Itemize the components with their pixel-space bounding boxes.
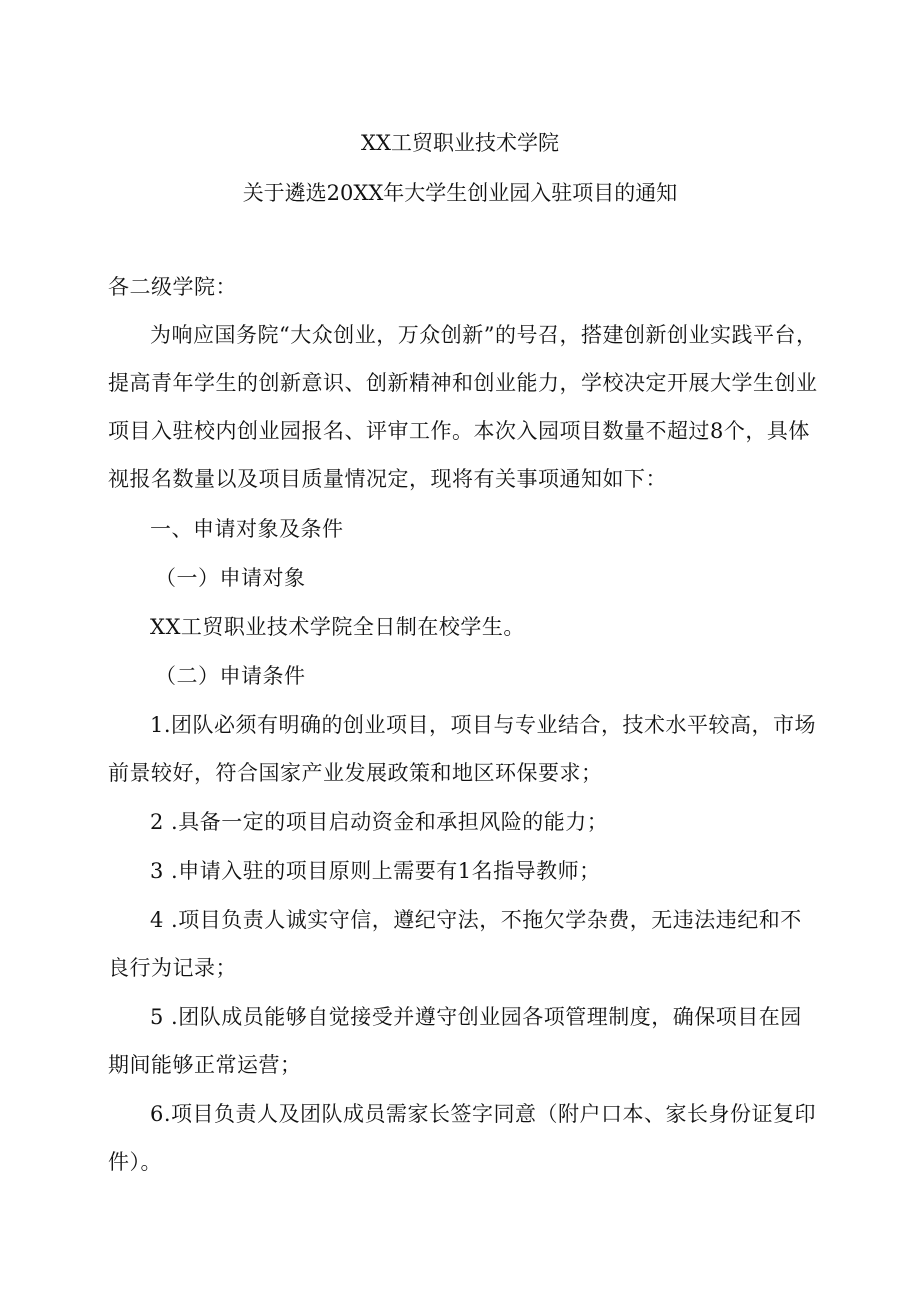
document-title-institution: XX工贸职业技术学院 xyxy=(361,131,559,155)
eligibility-text: XX工贸职业技术学院全日制在校学生。 xyxy=(150,615,525,639)
salutation: 各二级学院： xyxy=(108,275,237,299)
intro-line: 提高青年学生的创新意识、创新精神和创业能力，学校决定开展大学生创业 xyxy=(108,371,818,395)
condition-item: 4 .项目负责人诚实守信，遵纪守法，不拖欠学杂费，无违法违纪和不 xyxy=(150,908,802,932)
condition-item-continued: 前景较好，符合国家产业发展政策和地区环保要求； xyxy=(108,761,603,785)
subsection-heading: （一）申请对象 xyxy=(155,566,306,590)
intro-line: 为响应国务院“大众创业，万众创新”的号召，搭建创新创业实践平台， xyxy=(150,323,818,347)
condition-item: 6.项目负责人及团队成员需家长签字同意（附户口本、家长身份证复印 xyxy=(150,1102,817,1126)
intro-line: 视报名数量以及项目质量情况定，现将有关事项通知如下： xyxy=(108,467,667,491)
condition-item: 5 .团队成员能够自觉接受并遵守创业园各项管理制度，确保项目在园 xyxy=(150,1005,802,1029)
intro-line: 项目入驻校内创业园报名、评审工作。本次入园项目数量不超过8个，具体 xyxy=(108,419,810,443)
condition-item: 2 .具备一定的项目启动资金和承担风险的能力； xyxy=(150,810,609,834)
section-heading: 一、申请对象及条件 xyxy=(150,517,344,541)
subsection-heading: （二）申请条件 xyxy=(155,664,306,688)
condition-item: 1.团队必须有明确的创业项目，项目与专业结合，技术水平较高，市场 xyxy=(150,713,817,737)
condition-item-continued: 件）。 xyxy=(108,1150,162,1174)
condition-item: 3 .申请入驻的项目原则上需要有1名指导教师； xyxy=(150,859,601,883)
condition-item-continued: 期间能够正常运营； xyxy=(108,1053,302,1077)
document-title-notice: 关于遴选20XX年大学生创业园入驻项目的通知 xyxy=(242,181,678,205)
condition-item-continued: 良行为记录； xyxy=(108,956,237,980)
